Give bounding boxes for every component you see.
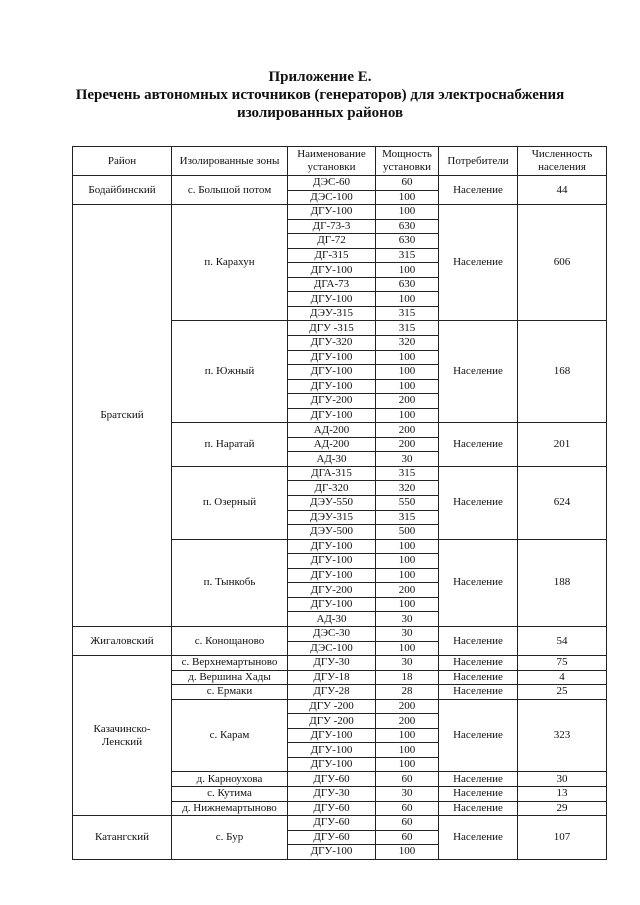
unit-name-cell: ДГУ-100 (288, 292, 376, 307)
population-cell: 606 (518, 205, 607, 321)
unit-name-cell: ДГ-73-3 (288, 219, 376, 234)
unit-name-cell: ДГУ -315 (288, 321, 376, 336)
unit-name-cell: ДГА-315 (288, 466, 376, 481)
population-cell: 323 (518, 699, 607, 772)
zone-cell: с. Ермаки (172, 685, 288, 700)
generators-table (72, 146, 607, 860)
power-cell: 630 (376, 277, 439, 292)
unit-name-cell: ДГУ-60 (288, 830, 376, 845)
population-cell: 54 (518, 626, 607, 655)
unit-name-cell: АД-200 (288, 437, 376, 452)
consumer-cell: Население (439, 423, 518, 467)
power-cell: 60 (376, 176, 439, 191)
district-cell: Жигаловский (73, 626, 172, 655)
appendix-title: Приложение Е. (268, 69, 372, 85)
population-cell: 201 (518, 423, 607, 467)
population-cell: 107 (518, 816, 607, 860)
power-cell: 100 (376, 757, 439, 772)
zone-cell: с. Большой потом (172, 176, 288, 205)
unit-name-cell: ДГУ-100 (288, 350, 376, 365)
unit-name-cell: ДЭС-100 (288, 190, 376, 205)
population-cell: 624 (518, 466, 607, 539)
zone-cell: д. Вершина Хады (172, 670, 288, 685)
power-cell: 550 (376, 496, 439, 511)
population-cell: 13 (518, 786, 607, 801)
unit-name-cell: ДЭУ-315 (288, 306, 376, 321)
consumer-cell: Население (439, 466, 518, 539)
power-cell: 315 (376, 321, 439, 336)
power-cell: 315 (376, 466, 439, 481)
power-cell: 100 (376, 728, 439, 743)
power-cell: 30 (376, 656, 439, 671)
power-cell: 100 (376, 190, 439, 205)
header-population: Численность населения (518, 147, 607, 176)
unit-name-cell: ДЭУ-500 (288, 525, 376, 540)
unit-name-cell: ДГУ-200 (288, 394, 376, 409)
zone-cell: д. Карноухова (172, 772, 288, 787)
district-cell: Братский (73, 205, 172, 627)
unit-name-cell: ДГ-315 (288, 248, 376, 263)
zone-cell: с. Кутима (172, 786, 288, 801)
unit-name-cell: ДГУ -200 (288, 714, 376, 729)
power-cell: 100 (376, 539, 439, 554)
table-row (73, 816, 607, 831)
zone-cell: с. Верхнемартыново (172, 656, 288, 671)
population-cell: 168 (518, 321, 607, 423)
unit-name-cell: ДГУ-100 (288, 743, 376, 758)
table-body (73, 176, 607, 860)
unit-name-cell: ДГУ-100 (288, 379, 376, 394)
unit-name-cell: ДГУ-60 (288, 816, 376, 831)
unit-name-cell: ДГУ-18 (288, 670, 376, 685)
unit-name-cell: ДГУ-100 (288, 365, 376, 380)
power-cell: 200 (376, 699, 439, 714)
population-cell: 75 (518, 656, 607, 671)
power-cell: 200 (376, 714, 439, 729)
district-cell: Бодайбинский (73, 176, 172, 205)
power-cell: 60 (376, 816, 439, 831)
unit-name-cell: ДГУ -200 (288, 699, 376, 714)
power-cell: 100 (376, 350, 439, 365)
table-row (73, 656, 607, 671)
header-power: Мощность установки (376, 147, 439, 176)
unit-name-cell: ДГУ-100 (288, 554, 376, 569)
consumer-cell: Население (439, 321, 518, 423)
power-cell: 100 (376, 554, 439, 569)
unit-name-cell: ДГУ-28 (288, 685, 376, 700)
unit-name-cell: ДГ-320 (288, 481, 376, 496)
zone-cell: п. Озерный (172, 466, 288, 539)
unit-name-cell: ДГУ-100 (288, 205, 376, 220)
document-title-line2: изолированных районов (236, 105, 404, 121)
population-cell: 4 (518, 670, 607, 685)
power-cell: 200 (376, 423, 439, 438)
unit-name-cell: ДЭС-100 (288, 641, 376, 656)
zone-cell: п. Тынкобь (172, 539, 288, 626)
table-row (73, 176, 607, 191)
unit-name-cell: ДГУ-100 (288, 728, 376, 743)
unit-name-cell: ДГУ-60 (288, 801, 376, 816)
document-title-line1: Перечень автономных источников (генераторов) для электроснабжения (75, 87, 565, 103)
consumer-cell: Население (439, 801, 518, 816)
unit-name-cell: ДГУ-100 (288, 568, 376, 583)
zone-cell: д. Нижнемартыново (172, 801, 288, 816)
unit-name-cell: ДЭУ-315 (288, 510, 376, 525)
unit-name-cell: ДГА-73 (288, 277, 376, 292)
unit-name-cell: АД-30 (288, 612, 376, 627)
unit-name-cell: ДГУ-100 (288, 757, 376, 772)
district-cell: Казачинско-Ленский (73, 656, 172, 816)
power-cell: 18 (376, 670, 439, 685)
power-cell: 100 (376, 263, 439, 278)
zone-cell: с. Бур (172, 816, 288, 860)
power-cell: 320 (376, 336, 439, 351)
zone-cell: п. Карахун (172, 205, 288, 321)
power-cell: 200 (376, 437, 439, 452)
population-cell: 30 (518, 772, 607, 787)
consumer-cell: Население (439, 656, 518, 671)
power-cell: 100 (376, 743, 439, 758)
population-cell: 188 (518, 539, 607, 626)
power-cell: 200 (376, 394, 439, 409)
zone-cell: п. Южный (172, 321, 288, 423)
unit-name-cell: ДГ-72 (288, 234, 376, 249)
power-cell: 30 (376, 612, 439, 627)
consumer-cell: Население (439, 626, 518, 655)
consumer-cell: Население (439, 786, 518, 801)
power-cell: 630 (376, 234, 439, 249)
consumer-cell: Население (439, 539, 518, 626)
consumer-cell: Население (439, 205, 518, 321)
consumer-cell: Население (439, 685, 518, 700)
power-cell: 200 (376, 583, 439, 598)
power-cell: 100 (376, 379, 439, 394)
unit-name-cell: АД-200 (288, 423, 376, 438)
power-cell: 100 (376, 597, 439, 612)
power-cell: 28 (376, 685, 439, 700)
power-cell: 30 (376, 452, 439, 467)
header-consumers: Потребители (439, 147, 518, 176)
power-cell: 100 (376, 641, 439, 656)
power-cell: 30 (376, 786, 439, 801)
unit-name-cell: ДЭУ-550 (288, 496, 376, 511)
population-cell: 25 (518, 685, 607, 700)
zone-cell: с. Карам (172, 699, 288, 772)
power-cell: 100 (376, 568, 439, 583)
power-cell: 100 (376, 408, 439, 423)
power-cell: 315 (376, 248, 439, 263)
table-row (73, 626, 607, 641)
unit-name-cell: ДГУ-320 (288, 336, 376, 351)
power-cell: 60 (376, 801, 439, 816)
unit-name-cell: ДГУ-60 (288, 772, 376, 787)
power-cell: 315 (376, 510, 439, 525)
unit-name-cell: ДГУ-100 (288, 539, 376, 554)
header-unit-name: Наименование установки (288, 147, 376, 176)
district-cell: Катангский (73, 816, 172, 860)
unit-name-cell: ДЭС-60 (288, 176, 376, 191)
unit-name-cell: АД-30 (288, 452, 376, 467)
population-cell: 29 (518, 801, 607, 816)
unit-name-cell: ДГУ-200 (288, 583, 376, 598)
zone-cell: п. Наратай (172, 423, 288, 467)
header-district: Район (73, 147, 172, 176)
power-cell: 60 (376, 830, 439, 845)
unit-name-cell: ДГУ-100 (288, 597, 376, 612)
unit-name-cell: ДГУ-100 (288, 845, 376, 860)
consumer-cell: Население (439, 699, 518, 772)
consumer-cell: Население (439, 816, 518, 860)
power-cell: 100 (376, 205, 439, 220)
population-cell: 44 (518, 176, 607, 205)
power-cell: 630 (376, 219, 439, 234)
power-cell: 30 (376, 626, 439, 641)
power-cell: 100 (376, 845, 439, 860)
consumer-cell: Население (439, 176, 518, 205)
unit-name-cell: ДГУ-30 (288, 656, 376, 671)
unit-name-cell: ДЭС-30 (288, 626, 376, 641)
table-header-row (73, 147, 607, 176)
consumer-cell: Население (439, 670, 518, 685)
header-zones: Изолированные зоны (172, 147, 288, 176)
consumer-cell: Население (439, 772, 518, 787)
power-cell: 320 (376, 481, 439, 496)
table-row (73, 205, 607, 220)
power-cell: 100 (376, 292, 439, 307)
power-cell: 315 (376, 306, 439, 321)
power-cell: 500 (376, 525, 439, 540)
unit-name-cell: ДГУ-100 (288, 263, 376, 278)
zone-cell: с. Конощаново (172, 626, 288, 655)
power-cell: 100 (376, 365, 439, 380)
unit-name-cell: ДГУ-30 (288, 786, 376, 801)
power-cell: 60 (376, 772, 439, 787)
unit-name-cell: ДГУ-100 (288, 408, 376, 423)
